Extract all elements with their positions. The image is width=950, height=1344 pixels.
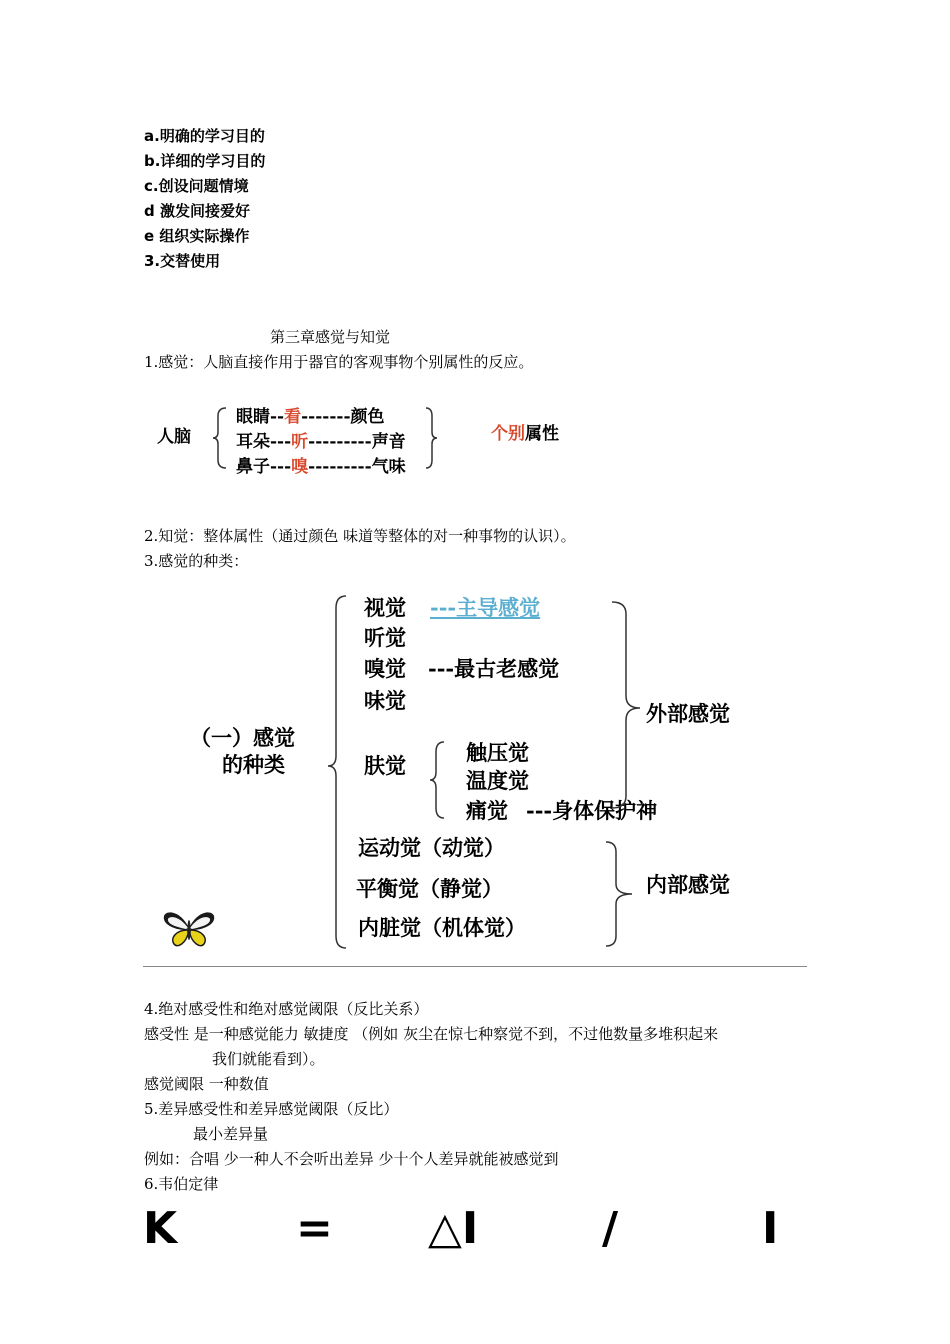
paragraph-sensitivity-2: 我们就能看到）。 (212, 1050, 325, 1068)
fig2-skin: 肤觉 (364, 753, 406, 778)
list-item-d: d 激发间接爱好 (144, 202, 250, 220)
formula-delta-i: △I (428, 1203, 479, 1254)
fig2-root-line1: （一）感觉 (190, 725, 295, 750)
fig2-balance: 平衡觉（静觉） (356, 876, 503, 901)
paragraph-sensation: 1.感觉：人脑直接作用于器官的客观事物个别属性的反应。 (144, 353, 534, 371)
chapter-title: 第三章感觉与知觉 (270, 328, 391, 346)
fig2-external-brace (610, 600, 642, 810)
fig2-smell-note: ---最古老感觉 (428, 656, 560, 681)
paragraph-weber: 6.韦伯定律 (144, 1175, 219, 1193)
fig2-skin-brace (428, 740, 446, 820)
list-item-a: a.明确的学习目的 (144, 127, 265, 145)
fig2-touch: 触压觉 (466, 740, 529, 765)
formula-i: I (762, 1203, 779, 1254)
fig1-row-ear: 耳朵---听---------声音 (236, 432, 406, 452)
fig2-pain-note: ---身体保护神 (526, 798, 658, 823)
list-item-b: b.详细的学习目的 (144, 152, 266, 170)
fig2-external: 外部感觉 (646, 701, 730, 726)
fig2-internal-brace (604, 840, 634, 948)
fig1-row-eye: 眼睛--看-------颜色 (236, 407, 385, 427)
paragraph-types: 3.感觉的种类： (144, 552, 249, 570)
formula-k: K (143, 1203, 178, 1254)
divider (143, 966, 807, 967)
fig2-smell: 嗅觉 (364, 656, 406, 681)
fig2-temp: 温度觉 (466, 768, 529, 793)
paragraph-min-diff: 最小差异量 (193, 1125, 269, 1143)
paragraph-difference: 5.差异感受性和差异感觉阈限（反比） (144, 1100, 399, 1118)
fig2-motion: 运动觉（动觉） (358, 835, 505, 860)
fig1-left-brace (212, 406, 228, 470)
list-item-3: 3.交替使用 (144, 252, 221, 270)
fig2-internal: 内部感觉 (646, 872, 730, 897)
fig2-vision-note: ---主导感觉 (430, 595, 541, 620)
paragraph-perception: 2.知觉：整体属性（通过颜色 味道等整体的对一种事物的认识）。 (144, 527, 576, 545)
fig2-visceral: 内脏觉（机体觉） (358, 915, 526, 940)
list-item-c: c.创设问题情境 (144, 177, 249, 195)
fig2-taste: 味觉 (364, 688, 406, 713)
fig2-pain: 痛觉 (466, 798, 508, 823)
paragraph-example: 例如：合唱 少一种人不会听出差异 少十个人差异就能被感觉到 (144, 1150, 559, 1168)
fig1-row-nose: 鼻子---嗅---------气味 (236, 457, 406, 477)
fig2-main-brace (326, 594, 348, 950)
formula-slash: / (602, 1203, 619, 1254)
fig1-attribute: 个别属性 (491, 424, 559, 444)
fig1-right-brace (424, 406, 438, 470)
formula-equals: = (296, 1203, 333, 1254)
paragraph-sensitivity-1: 感受性 是一种感觉能力 敏捷度 （例如 灰尘在惊七种察觉不到，不过他数量多堆积起来 (144, 1025, 719, 1043)
paragraph-threshold: 感觉阈限 一种数值 (144, 1075, 269, 1093)
list-item-e: e 组织实际操作 (144, 227, 250, 245)
fig1-brain: 人脑 (157, 427, 191, 447)
butterfly-icon (162, 908, 216, 950)
fig2-hearing: 听觉 (364, 625, 406, 650)
fig2-vision: 视觉 (364, 595, 406, 620)
paragraph-absolute: 4.绝对感受性和绝对感觉阈限（反比关系） (144, 1000, 429, 1018)
fig2-root-line2: 的种类 (222, 752, 285, 777)
